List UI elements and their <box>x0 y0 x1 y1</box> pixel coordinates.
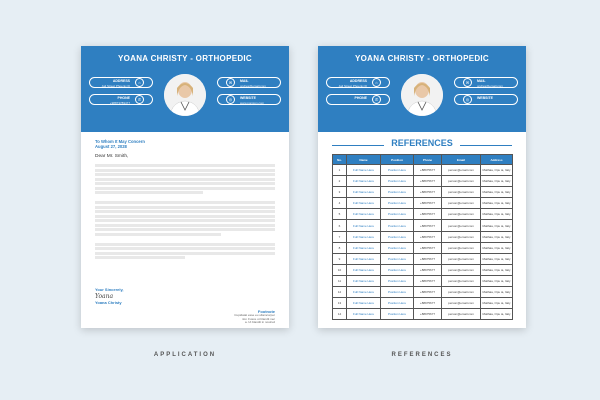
address-value: Jail Street Phoenix III <box>338 84 367 88</box>
table-cell: Position Here <box>381 309 414 320</box>
table-cell: Position Here <box>381 253 414 264</box>
mail-value: ondres@email.com <box>477 84 503 88</box>
table-cell: person@email.com <box>442 275 481 286</box>
table-row <box>333 264 513 275</box>
phone-icon: ✆ <box>372 95 381 104</box>
table-cell: Full Name Here <box>347 275 381 286</box>
column-header: Phone <box>414 155 442 165</box>
table-cell: 3 <box>333 187 347 198</box>
table-cell: Malifaia, Opu ia, Italy <box>481 275 513 286</box>
table-cell: Full Name Here <box>347 198 381 209</box>
table-cell: Position Here <box>381 242 414 253</box>
table-cell: +88975677 <box>414 176 442 187</box>
table-cell: Malifaia, Opu ia, Italy <box>481 287 513 298</box>
table-cell: Position Here <box>381 209 414 220</box>
globe-icon: ◎ <box>463 95 472 104</box>
table-row <box>333 209 513 220</box>
column-header: No. <box>333 155 347 165</box>
footnote-line: Cupidatat esse eu ullamcorper <box>234 312 275 317</box>
table-cell: Full Name Here <box>347 309 381 320</box>
letter-date: August 27, 2028 <box>95 143 127 149</box>
globe-icon: ◎ <box>226 95 235 104</box>
table-cell: Position Here <box>381 165 414 176</box>
table-cell: 5 <box>333 209 347 220</box>
table-cell: +88975677 <box>414 231 442 242</box>
location-icon: ⌂ <box>135 78 144 87</box>
closing-block <box>95 288 175 306</box>
table-cell: Position Here <box>381 264 414 275</box>
table-cell: 14 <box>333 309 347 320</box>
table-cell: Full Name Here <box>347 220 381 231</box>
phone-pill <box>89 94 153 105</box>
references-header <box>318 46 526 132</box>
table-cell: Full Name Here <box>347 242 381 253</box>
title-rule-right <box>460 145 512 146</box>
website-label: WEBSITE <box>477 96 493 100</box>
table-row <box>333 253 513 264</box>
table-cell: Position Here <box>381 231 414 242</box>
application-caption: APPLICATION <box>153 352 217 358</box>
table-cell: Position Here <box>381 298 414 309</box>
mail-icon: ✉ <box>463 78 472 87</box>
table-row <box>333 275 513 286</box>
table-cell: Malifaia, Opu ia, Italy <box>481 198 513 209</box>
table-cell: +88975677 <box>414 242 442 253</box>
location-icon: ⌂ <box>372 78 381 87</box>
footnote-line: a. Ut blandit in nostrud <box>244 320 275 325</box>
table-header-row <box>333 155 513 165</box>
column-header: Address <box>481 155 513 165</box>
table-cell: Malifaia, Opu ia, Italy <box>481 264 513 275</box>
table-cell: person@email.com <box>442 298 481 309</box>
table-cell: Position Here <box>381 275 414 286</box>
table-cell: +88975677 <box>414 209 442 220</box>
table-cell: person@email.com <box>442 198 481 209</box>
table-cell: 12 <box>333 287 347 298</box>
table-cell: +88975677 <box>414 309 442 320</box>
phone-label: PHONE <box>354 96 367 100</box>
salutation: Dear Mr. Smith, <box>95 154 129 160</box>
table-cell: +88975677 <box>414 220 442 231</box>
table-cell: +88975677 <box>414 198 442 209</box>
header-title: YOANA CHRISTY - ORTHOPEDIC <box>117 54 253 63</box>
table-cell: Malifaia, Opu ia, Italy <box>481 242 513 253</box>
table-cell: Position Here <box>381 220 414 231</box>
phone-pill <box>326 94 390 105</box>
table-cell: person@email.com <box>442 187 481 198</box>
footnote-label: Footnote <box>257 309 275 314</box>
table-cell: 2 <box>333 176 347 187</box>
profile-photo <box>164 74 206 116</box>
website-value: www.ponsion.com <box>240 101 265 105</box>
table-cell: 7 <box>333 231 347 242</box>
table-cell: +88975677 <box>414 165 442 176</box>
table-row <box>333 231 513 242</box>
table-cell: 10 <box>333 264 347 275</box>
table-row <box>333 187 513 198</box>
table-cell: 9 <box>333 253 347 264</box>
table-cell: +88975677 <box>414 298 442 309</box>
table-row <box>333 220 513 231</box>
table-row <box>333 298 513 309</box>
table-cell: person@email.com <box>442 176 481 187</box>
column-header: Email <box>442 155 481 165</box>
mail-label: MAIL <box>477 79 486 83</box>
table-cell: Position Here <box>381 198 414 209</box>
address-value: Jail Street Phoenix III <box>101 84 130 88</box>
table-cell: Malifaia, Opu ia, Italy <box>481 231 513 242</box>
table-cell: +88975677 <box>414 275 442 286</box>
table-cell: Full Name Here <box>347 165 381 176</box>
table-cell: Position Here <box>381 176 414 187</box>
table-cell: Malifaia, Opu ia, Italy <box>481 187 513 198</box>
table-cell: Full Name Here <box>347 176 381 187</box>
table-cell: person@email.com <box>442 220 481 231</box>
table-cell: 8 <box>333 242 347 253</box>
mail-label: MAIL <box>240 79 249 83</box>
website-label: WEBSITE <box>240 96 256 100</box>
table-cell: person@email.com <box>442 209 481 220</box>
recipient-line: To Whom It May Concern <box>95 139 145 144</box>
table-cell: Malifaia, Opu ia, Italy <box>481 309 513 320</box>
table-cell: person@email.com <box>442 253 481 264</box>
table-row <box>333 242 513 253</box>
address-pill <box>326 77 390 88</box>
table-cell: 13 <box>333 298 347 309</box>
table-row <box>333 198 513 209</box>
address-pill <box>89 77 153 88</box>
table-row <box>333 176 513 187</box>
table-cell: Position Here <box>381 287 414 298</box>
references-page <box>318 46 526 328</box>
header-title: YOANA CHRISTY - ORTHOPEDIC <box>354 54 490 63</box>
footnote-block <box>234 310 275 325</box>
table-row <box>333 287 513 298</box>
table-cell: 4 <box>333 198 347 209</box>
column-header: Name <box>347 155 381 165</box>
table-cell: Malifaia, Opu ia, Italy <box>481 298 513 309</box>
address-label: ADDRESS <box>349 79 367 83</box>
table-cell: Full Name Here <box>347 287 381 298</box>
table-cell: person@email.com <box>442 287 481 298</box>
footnote-line: nisi. Fusce ut blandit nec <box>241 316 275 321</box>
table-cell: Malifaia, Opu ia, Italy <box>481 176 513 187</box>
website-pill <box>454 94 518 105</box>
references-title: REFERENCES <box>391 138 453 148</box>
table-cell: 6 <box>333 220 347 231</box>
table-cell: +88975677 <box>414 253 442 264</box>
paragraph-3 <box>95 243 275 260</box>
table-cell: 1 <box>333 165 347 176</box>
website-pill <box>217 94 281 105</box>
letter-body <box>95 140 275 261</box>
address-label: ADDRESS <box>112 79 130 83</box>
table-cell: Full Name Here <box>347 264 381 275</box>
paragraph-2 <box>95 201 275 236</box>
letter-header <box>81 46 289 132</box>
references-table <box>332 154 513 320</box>
references-caption: REFERENCES <box>391 352 453 358</box>
table-cell: Full Name Here <box>347 231 381 242</box>
table-cell: Malifaia, Opu ia, Italy <box>481 220 513 231</box>
signature: Yoana <box>95 292 114 300</box>
application-page <box>81 46 289 328</box>
closing: Your Sincerely, <box>95 287 124 292</box>
table-cell: person@email.com <box>442 309 481 320</box>
paragraph-1 <box>95 164 275 194</box>
table-cell: Position Here <box>381 187 414 198</box>
phone-icon: ✆ <box>135 95 144 104</box>
mail-pill <box>217 77 281 88</box>
table-cell: person@email.com <box>442 242 481 253</box>
table-cell: 11 <box>333 275 347 286</box>
table-cell: person@email.com <box>442 264 481 275</box>
phone-value: +98873789477 <box>109 101 130 105</box>
table-cell: Malifaia, Opu ia, Italy <box>481 209 513 220</box>
table-cell: Full Name Here <box>347 253 381 264</box>
column-header: Position <box>381 155 414 165</box>
profile-photo <box>401 74 443 116</box>
table-cell: Malifaia, Opu ia, Italy <box>481 165 513 176</box>
table-cell: person@email.com <box>442 165 481 176</box>
table-cell: Full Name Here <box>347 209 381 220</box>
table-cell: Malifaia, Opu ia, Italy <box>481 253 513 264</box>
phone-label: PHONE <box>117 96 130 100</box>
table-cell: Full Name Here <box>347 187 381 198</box>
table-row <box>333 165 513 176</box>
table-cell: +88975677 <box>414 264 442 275</box>
table-cell: +88975677 <box>414 187 442 198</box>
mail-pill <box>454 77 518 88</box>
table-cell: +88975677 <box>414 287 442 298</box>
mail-icon: ✉ <box>226 78 235 87</box>
table-cell: person@email.com <box>442 231 481 242</box>
mail-value: ondres@email.com <box>240 84 266 88</box>
table-row <box>333 309 513 320</box>
table-cell: Full Name Here <box>347 298 381 309</box>
signer-name: Yoana Christy <box>95 300 122 306</box>
